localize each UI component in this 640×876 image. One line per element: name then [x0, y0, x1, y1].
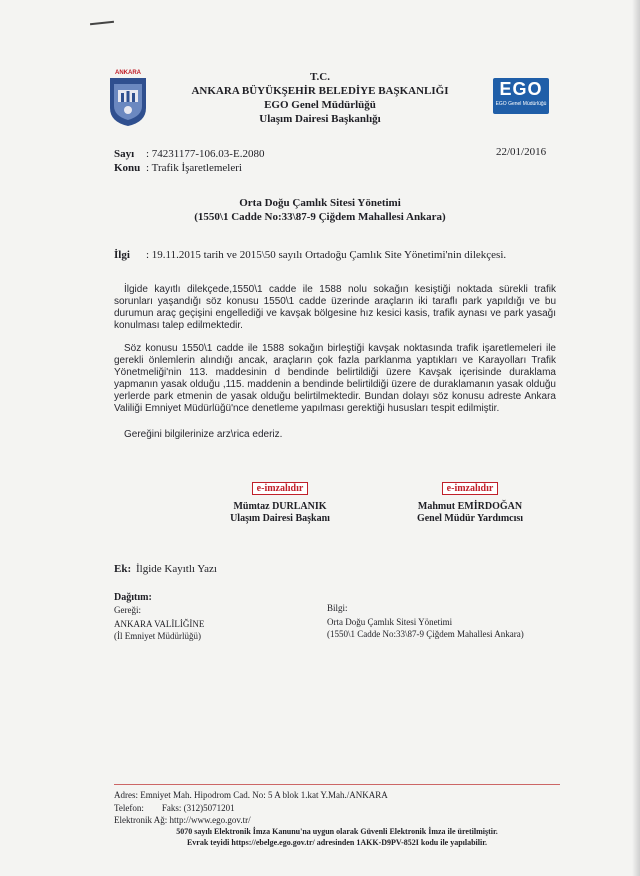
ankara-logo-label: ANKARA: [115, 70, 141, 76]
bilgi-label: Bilgi:: [327, 603, 348, 613]
ego-logo-text: EGO: [499, 79, 543, 99]
recipient-line2: (1550\1 Cadde No:33\87-9 Çiğdem Mahallesi Ankara): [194, 211, 446, 223]
footer-esign-note: 5070 sayılı Elektronik İmza Kanunu'na uygun olarak Güvenli Elektronik İmza ile üretilmiştir.: [176, 827, 498, 836]
footer-verify-note: Evrak teyidi https://ebelge.ego.gov.tr/ adresinden 1AKK-D9PV-852I kodu ile yapılabilir.: [186, 838, 488, 847]
gereg-label: Gereği:: [114, 605, 141, 615]
dagitim-label: Dağıtım:: [114, 592, 152, 603]
header-line1: ANKARA BÜYÜKŞEHİR BELEDİYE BAŞKANLIĞI: [191, 85, 449, 97]
signature-left: [200, 478, 360, 525]
signer-title: Genel Müdür Yardımcısı: [416, 513, 524, 524]
signer-name: Mahmut EMİRDOĞAN: [417, 501, 523, 512]
ilgi-label: İlgi: [114, 249, 130, 261]
sayi-label: Sayı: [114, 148, 135, 160]
pen-mark: [90, 21, 114, 25]
signature-right: [385, 478, 555, 525]
gereg-line2: (İl Emniyet Müdürlüğü): [114, 631, 201, 641]
body-paragraph-2: Söz konusu 1550\1 cadde ile 1588 sokağın birleştiği kavşak noktasında trafik işaretlemeleri ile gerekli önlemlerin alındığı ancak, araçların çok fazla parklanma yaptıkları ve Karayolları Trafik Yönetmeliği'nin 113. maddesinin d bendinde belirtildiği üzere Kavşak içerisinde duraklama yapmanın yasak olduğu ,115. maddenin a bendinde belirtildiği üzere de duraklamanın yasak olduğu yerlerde park etmenin de yasak olduğu belirtilmektedir. Bundan dolayı söz konusu adreste Ankara Valiliği Emniyet Müdürlüğü'nce denetleme yapılması gerektiği hususları tespit edilmiştir.: [114, 343, 556, 414]
header-line3: Ulaşım Dairesi Başkanlığı: [259, 113, 381, 125]
bilgi-line1: Orta Doğu Çamlık Sitesi Yönetimi: [327, 617, 453, 627]
recipient-line1: Orta Doğu Çamlık Sitesi Yönetimi: [239, 197, 401, 209]
gereg-line1: ANKARA VALİLİĞİNE: [114, 619, 205, 629]
e-signature-stamp: e-imzalıdır: [252, 482, 309, 495]
konu-label: Konu: [114, 162, 141, 174]
signer-title: Ulaşım Dairesi Başkanı: [230, 513, 330, 524]
body-paragraph-3: Gereğini bilgilerinize arz\rica ederiz.: [124, 429, 283, 440]
bilgi-line2: (1550\1 Cadde No:33\87-9 Çiğdem Mahallesi Ankara): [327, 629, 524, 639]
footer-phone: Telefon: Faks: (312)5071201: [114, 803, 235, 813]
header-line2: EGO Genel Müdürlüğü: [264, 99, 376, 111]
ankara-shield-icon: [108, 76, 148, 128]
body-paragraph-1: İlgide kayıtlı dilekçede,1550\1 cadde ile 1588 nolu sokağın kesiştiği noktada sürekli trafik sorunları yaşandığı söz konusu 1550\1 cadde üzerinde araçların iki taraflı park yapıldığı ve bu durumun araç geçişini engellediği ve kavşak bölgesine hız kesici kasis, trafik aynası ve park yasağı konulması talep edilmektedir.: [114, 284, 556, 331]
footer-address: Adres: Emniyet Mah. Hipodrom Cad. No: 5 A blok 1.kat Y.Mah./ANKARA: [114, 790, 388, 800]
signer-name: Mümtaz DURLANIK: [233, 501, 327, 512]
ek-label: Ek:: [114, 563, 132, 575]
sayi-value: : 74231177-106.03-E.2080: [146, 148, 265, 160]
footer-separator: [114, 784, 560, 785]
konu-value: : Trafik İşaretlemeleri: [146, 162, 242, 174]
ankara-logo: [108, 70, 148, 130]
scan-edge: [632, 0, 640, 876]
ego-logo: [493, 78, 549, 114]
e-signature-stamp: e-imzalıdır: [442, 482, 499, 495]
document-date: 22/01/2016: [496, 146, 547, 158]
ilgi-value: : 19.11.2015 tarih ve 2015\50 sayılı Ortadoğu Çamlık Site Yönetimi'nin dilekçesi.: [146, 249, 507, 261]
header-tc: T.C.: [310, 71, 330, 83]
ek-value: İlgide Kayıtlı Yazı: [136, 563, 217, 575]
ego-logo-subtext: EGO Genel Müdürlüğü: [495, 101, 547, 107]
footer-website[interactable]: Elektronik Ağ: http://www.ego.gov.tr/: [114, 815, 251, 825]
